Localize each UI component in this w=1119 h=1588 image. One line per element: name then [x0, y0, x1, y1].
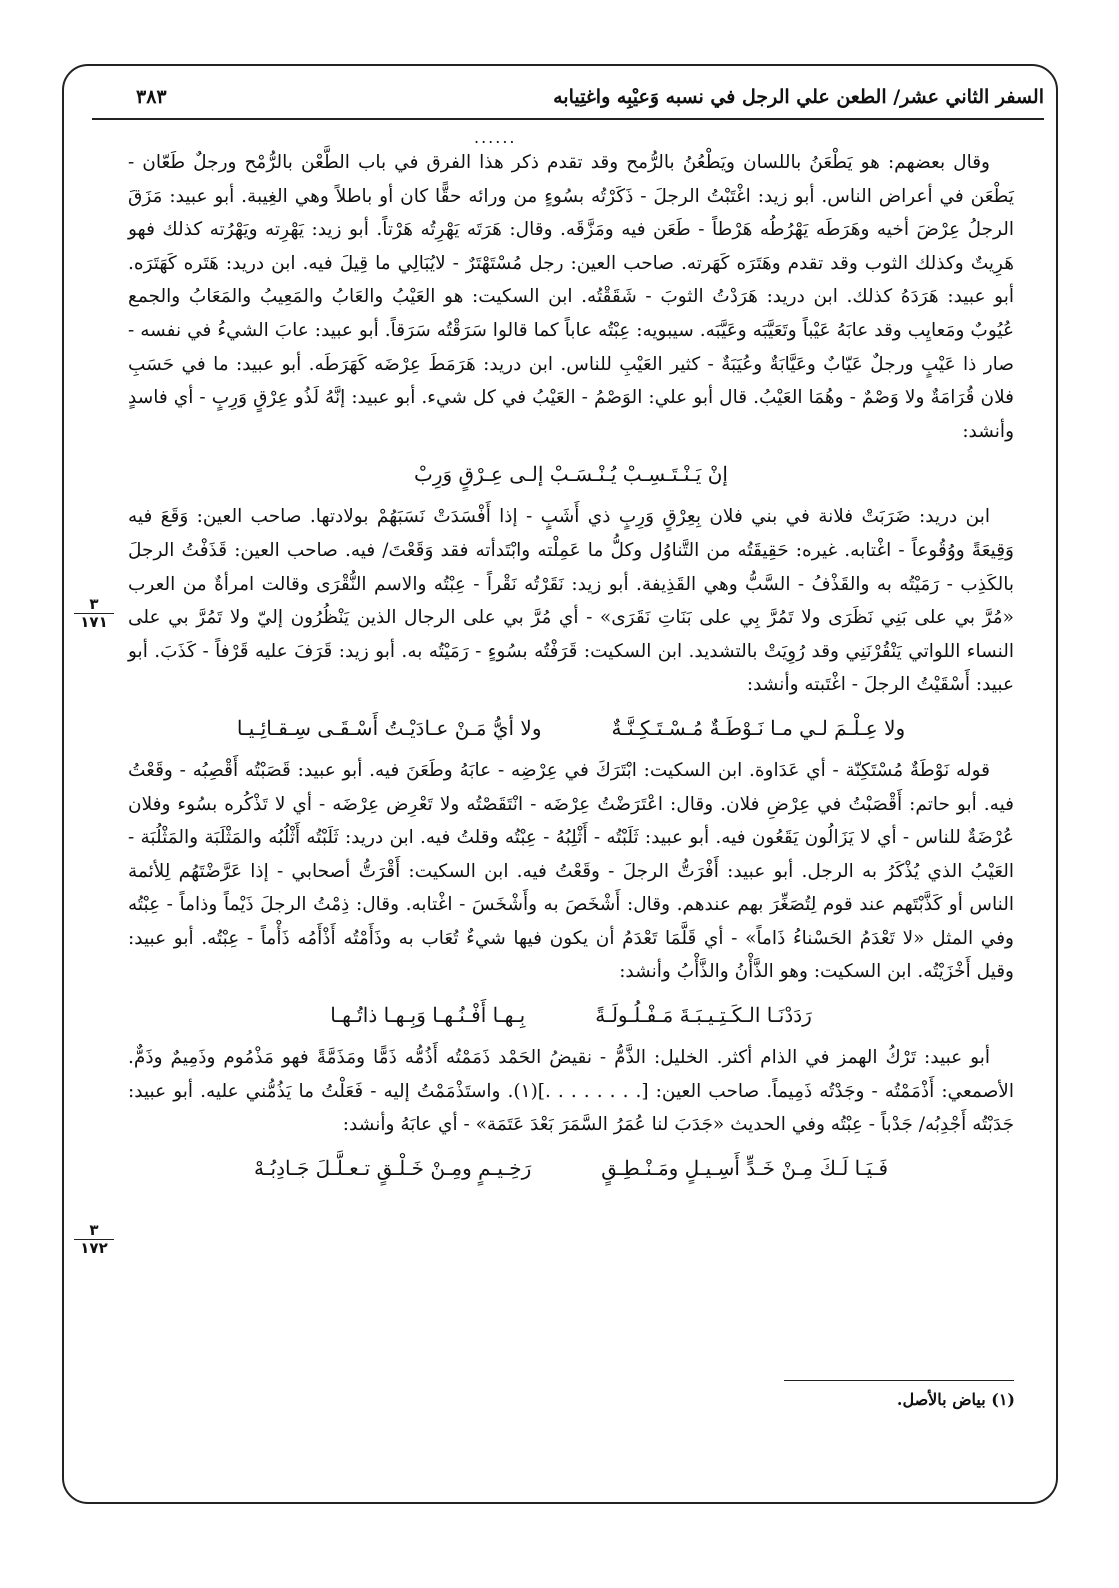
page-number: ٣٨٣ [136, 86, 167, 108]
verse-3-second-hemistich: بِـهـا أَفْـنُـهـا وَبِـهـا ذاتُـهـا [330, 1003, 526, 1028]
verse-4 [128, 1150, 1014, 1186]
footnote-rule [784, 1380, 1014, 1381]
paragraph-4: أبو عبيد: تَرْكُ الهمز في الذام أكثر. الخليل: الذَّمُّ - نقيضُ الحَمْد ذَمَمْتُه أَذُمُّه ذَمًّا ومَذَمَّةً فهو مَذْمُوم وذَمِيمٌ وذَمٌّ. الأصمعي: أَذْمَمْتُه - وجَدْتُه ذَمِيماً. صاحب العين: [. . . . . . . .](١). واستَذْمَمْتُ إليه - فَعَلْتُ ما يَذُمُّني عليه. أبو عبيد: جَدَبْتُه أَجْدِبُه/ جَدْباً - عِبْتُه وفي الحديث «جَدَبَ لنا عُمَرُ السَّمَرَ بَعْدَ عَتَمَة» - أي عابَهُ وأنشد: [128, 1047, 1014, 1136]
verse-2 [128, 710, 1014, 746]
running-header [92, 84, 1044, 120]
verse-3 [128, 997, 1014, 1033]
paragraph-2: ابن دريد: ضَرَبَتْ فلانة في بني فلان بِعِرْقٍ وَرِبٍ ذي أَشَبٍ - إذا أَفْسَدَتْ نَسَبَهُمْ بولادتها. صاحب العين: وَقَعَ فيه وَقِيعَةً ووُقُوعاً - اغْتابه. غيره: حَقِيقَتُه من التَّناوُل وكلُّ ما عَمِلْته وابْتَدأته فقد وَقَعْتَ/ فيه. صاحب العين: قَذَفْتُ الرجلَ بالكَذِب - رَمَيْتُه به والقَذْفُ - السَّبُّ وهي القَذِيفة. أبو زيد: نَقَرْتُه نَقْراً - عِبْتُه والاسم النُّقْرَى وقالت امرأةٌ من العرب «مُرَّ بي على بَنِي نَظَرَى ولا تَمُرَّ بِي على بَنَاتِ نَقَرَى» - أي مُرَّ بي على الرجال الذين يَنْظُرُون إليّ ولا تَمُرَّ بي على النساء اللواتي يَنْقُرْنَنِي وقد رُوِيَتْ بالتشديد. ابن السكيت: قَرَفْتُه بسُوءٍ - رَمَيْتُه به. أبو زيد: قَرَفَ عليه قَرْفاً - كَذَبَ. أبو عبيد: أَسْقَيْتُ الرجلَ - اغْتَبته وأنشد: [128, 506, 1014, 696]
margin-reference-1-volume: ٣ [74, 596, 114, 614]
margin-reference-1 [74, 596, 114, 630]
paragraph-1: وقال بعضهم: هو يَطْعَنُ باللسان ويَطْعُنُ بالرُّمح وقد تقدم ذكر هذا الفرق في باب الطَّعْن بالرُّمْح ورجلٌ طَعّان - يَطْعَن في أعراض الناس. أبو زيد: اغْتَبْتُ الرجلَ - ذَكَرْتُه بسُوءٍ من ورائه حقًّا كان أو باطلاً وهي الغِيبة. أبو عبيد: مَزَقَ الرجلُ عِرْضَ أخيه وهَرَطَه يَهْرُطُه هَرْطاً - طَعَن فيه ومَزَّقَه. وقال: هَرَتَه يَهْرِتُه هَرْتاً. أبو زيد: يَهْرِته ويَهْرُته كذلك فهو هَرِيتٌ وكذلك الثوب وقد تقدم وهَتَرَه كَهَرته. صاحب العين: رجل مُسْتَهْتَرٌ - لايُبَالِي ما قِيلَ فيه. ابن دريد: هَتَره كَهَتَرَه. أبو عبيد: هَرَدَهُ كذلك. ابن دريد: هَرَدْتُ الثوبَ - شَقَقْتُه. ابن السكيت: هو العَيْبُ والعَابُ والمَعِيبُ والمَعَابُ والجمع عُيُوبٌ ومَعايِب وقد عابَهُ عَيْباً وتَعَيَّبَه وعَيَّبَه. سيبويه: عِبْتُه عاباً كما قالوا سَرَقْتُه سَرَقاً. أبو عبيد: عابَ الشيءُ في نفسه - صار ذا عَيْبٍ ورجلٌ عَيّابٌ وعَيَّابَةٌ وعُيَبَةٌ - كثير العَيْبِ للناس. ابن دريد: هَرَمَطَ عِرْضَه كَهَرَطَه. أبو عبيد: ما في حَسَبِ فلان قُرَامَةٌ ولا وَصْمٌ - وهُمَا العَيْبُ. قال أبو علي: الوَصْمُ - العَيْبُ في كل شيء. أبو عبيد: إنَّهُ لَذُو عِرْقٍ وَرِبٍ - أي فاسدٍ وأنشد: [128, 152, 1014, 442]
footnote: (١) بياض بالأصل. [896, 1390, 1015, 1409]
margin-reference-2-page: ١٧٢ [80, 1239, 108, 1257]
verse-3-first-hemistich: رَدَدْنَـا الـكَـتِـيـبَـةَ مَـفْـلُـولَـةً [595, 1003, 812, 1028]
margin-reference-2 [74, 1222, 114, 1256]
header-title: السفر الثاني عشر/ الطعن علي الرجل في نسبه وَعيْبِه واغتِيابه [553, 86, 1044, 108]
main-text [128, 146, 1014, 1194]
verse-4-second-hemistich: رَخِـيـمٍ ومِـنْ خَـلْـقٍ تـعـلَّـلَ جَـادِبُـهْ [253, 1155, 532, 1180]
verse-4-first-hemistich: فَـيَـا لَـكَ مِـنْ خَـدٍّ أَسِـيـلٍ ومَـنْـطِـقٍ [601, 1155, 889, 1180]
margin-reference-2-volume: ٣ [74, 1222, 114, 1240]
verse-2-first-hemistich: ولا عِـلْـمَ لـي مـا نَـوْطَـةٌ مُـسْـتَـكِـنَّـةٌ [611, 715, 906, 740]
verse-1 [128, 456, 1014, 492]
verse-2-second-hemistich: ولا أيُّ مَـنْ عـادَيْـتُ أَسْـقَـى سِـقـائِـيـا [236, 715, 542, 740]
top-dots: ...... [474, 128, 517, 147]
margin-reference-1-page: ١٧١ [80, 613, 108, 631]
paragraph-3: قوله نَوْطَةٌ مُسْتَكِنّة - أي عَدَاوة. ابن السكيت: ابْتَرَكَ في عِرْضِه - عابَهُ وطَعَنَ فيه. أبو عبيد: قَصَبْتُه أَقْصِبُه - وقَعْتُ فيه. أبو حاتم: أَقْصَبْتُ في عِرْضِ فلان. وقال: اعْتَرَضْتُ عِرْضَه - انْتَقَصْتُه ولا تَعْرِض عِرْضَه - أي لا تَذْكُره بسُوء وفلان عُرْضَةٌ للناس - أي لا يَزَالُون يَقَعُون فيه. أبو عبيد: ثَلَبْتُه - أَثْلِبُهُ - عِبْتُه وقلتُ فيه. ابن دريد: ثَلَبْتُه أَثْلُبُه والمَثْلَبَة والمَثْلُبَة - العَيْبُ الذي يُذْكَرُ به الرجل. أبو عبيد: أَفْرَتُّ الرجلَ - وقَعْتُ فيه. ابن السكيت: أَقْرَتُّ أصحابي - إذا عَرَّضْتَهُم لِلأئمة الناس أو كَذَّبْتَهم عند قوم لِتُصَغِّرَ بهم عندهم. وقال: أَشْخَصَ به وأَشْخَسَ - اغْتابه. وقال: ذِمْتُ الرجلَ ذَيْماً وذاماً - عِبْتُه وفي المثل «لا تَعْدَمُ الحَسْناءُ ذَاماً» - أي قَلَّمَا تَعْدَمُ أن يكون فيها شيءٌ تُعَاب به وذَأَمْتُه أَذْأَمُه ذَأْماً - عِبْتُه. أبو عبيد: وقيل أَخْزَيْتُه. ابن السكيت: وهو الذَّأْنُ والذَّأْبُ وأنشد: [128, 759, 1014, 983]
verse-1-text: إنْ يَـنْـتَـسِـبْ يُـنْـسَـبْ إلـى عِـرْقٍ وَرِبْ [414, 462, 728, 487]
